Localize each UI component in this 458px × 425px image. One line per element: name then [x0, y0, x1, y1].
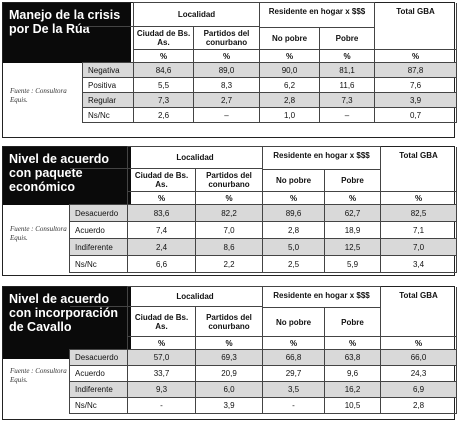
cell-value: 83,6 — [128, 205, 196, 222]
cell-value: 1,0 — [260, 108, 320, 123]
cell-value: 7,3 — [134, 93, 194, 108]
section-title: Nivel de acuerdo con paquete económico — [3, 147, 131, 205]
cell-value: 6,6 — [128, 256, 196, 273]
cell-value: 7,0 — [196, 222, 263, 239]
cell-value: 5,9 — [325, 256, 381, 273]
pct-label: % — [128, 192, 196, 205]
header-ciudad: Ciudad de Bs. As. — [128, 307, 196, 337]
cell-value: 89,6 — [263, 205, 325, 222]
header-no-pobre: No pobre — [260, 28, 320, 50]
row-label: Negativa — [83, 63, 134, 78]
row-label: Desacuerdo — [70, 205, 128, 222]
cell-value: – — [194, 108, 260, 123]
pct-label: % — [381, 192, 457, 205]
header-partidos: Partidos del conurbano — [196, 169, 263, 192]
pct-label: % — [260, 50, 320, 63]
row-label: Desacuerdo — [70, 350, 128, 366]
table-row — [83, 63, 457, 78]
cell-value: 90,0 — [260, 63, 320, 78]
cell-value: 8,6 — [196, 239, 263, 256]
cell-value: 10,5 — [325, 398, 381, 414]
table-row — [70, 256, 457, 273]
cell-value: 18,9 — [325, 222, 381, 239]
cell-value: 82,2 — [196, 205, 263, 222]
source-note: Fuente : Consultora Equis. — [10, 87, 67, 104]
cell-value: 2,8 — [263, 222, 325, 239]
cell-value: 2,8 — [381, 398, 457, 414]
table-paquete-economico — [2, 146, 455, 276]
pct-label: % — [134, 50, 194, 63]
cell-value: 9,6 — [325, 366, 381, 382]
pct-label: % — [320, 50, 375, 63]
cell-value: 7,1 — [381, 222, 457, 239]
cell-value: 2,4 — [128, 239, 196, 256]
cell-value: 20,9 — [196, 366, 263, 382]
cell-value: 5,5 — [134, 78, 194, 93]
cell-value: 3,4 — [381, 256, 457, 273]
header-pobre: Pobre — [320, 28, 375, 50]
cell-value: 29,7 — [263, 366, 325, 382]
header-residente: Residente en hogar x $$$ — [263, 147, 381, 170]
cell-value: 63,8 — [325, 350, 381, 366]
cell-value: 9,3 — [128, 382, 196, 398]
header-pobre: Pobre — [325, 170, 381, 192]
cell-value: 6,2 — [260, 78, 320, 93]
section-title: Manejo de la crisis por De la Rúa — [3, 3, 131, 63]
cell-value: 62,7 — [325, 205, 381, 222]
row-label: Ns/Nc — [70, 256, 128, 273]
cell-value: 7,4 — [128, 222, 196, 239]
cell-value: - — [128, 398, 196, 414]
table-incorporacion-cavallo — [2, 286, 455, 420]
cell-value: 7,3 — [320, 93, 375, 108]
header-ciudad: Ciudad de Bs. As. — [128, 169, 196, 192]
cell-value: 3,5 — [263, 382, 325, 398]
pct-label: % — [263, 337, 325, 350]
table-row — [70, 350, 457, 366]
row-label: Ns/Nc — [83, 108, 134, 123]
cell-value: 66,8 — [263, 350, 325, 366]
cell-value: 84,6 — [134, 63, 194, 78]
cell-value: 87,8 — [375, 63, 457, 78]
cell-value: 57,0 — [128, 350, 196, 366]
header-no-pobre: No pobre — [263, 308, 325, 337]
cell-value: 33,7 — [128, 366, 196, 382]
header-total: Total GBA — [381, 287, 457, 337]
table-row — [70, 205, 457, 222]
pct-label: % — [325, 337, 381, 350]
row-label: Regular — [83, 93, 134, 108]
table-row — [83, 108, 457, 123]
section-title: Nivel de acuerdo con incorporación de Cavallo — [3, 287, 131, 359]
row-label: Indiferente — [70, 239, 128, 256]
pct-label: % — [263, 192, 325, 205]
header-partidos: Partidos del conurbano — [196, 307, 263, 337]
row-label: Acuerdo — [70, 222, 128, 239]
cell-value: 6,0 — [196, 382, 263, 398]
table-row — [70, 239, 457, 256]
cell-value: 6,9 — [381, 382, 457, 398]
cell-value: 2,5 — [263, 256, 325, 273]
table-row — [70, 222, 457, 239]
pct-label: % — [196, 337, 263, 350]
data-table — [69, 286, 457, 414]
cell-value: 8,3 — [194, 78, 260, 93]
pct-label: % — [196, 192, 263, 205]
cell-value: 0,7 — [375, 108, 457, 123]
cell-value: 81,1 — [320, 63, 375, 78]
cell-value: 16,2 — [325, 382, 381, 398]
cell-value: – — [320, 108, 375, 123]
row-label: Ns/Nc — [70, 398, 128, 414]
table-row — [83, 78, 457, 93]
row-label: Positiva — [83, 78, 134, 93]
header-pobre: Pobre — [325, 308, 381, 337]
pct-label: % — [194, 50, 260, 63]
cell-value: 69,3 — [196, 350, 263, 366]
table-row — [70, 382, 457, 398]
cell-value: 3,9 — [196, 398, 263, 414]
pct-label: % — [325, 192, 381, 205]
cell-value: 2,2 — [196, 256, 263, 273]
cell-value: 66,0 — [381, 350, 457, 366]
table-row — [70, 366, 457, 382]
header-localidad: Localidad — [134, 3, 260, 27]
header-total: Total GBA — [375, 3, 457, 50]
header-residente: Residente en hogar x $$$ — [263, 287, 381, 308]
data-table — [82, 2, 457, 123]
cell-value: 12,5 — [325, 239, 381, 256]
table-manejo-crisis — [2, 2, 455, 138]
header-total: Total GBA — [381, 147, 457, 192]
header-ciudad: Ciudad de Bs. As. — [134, 27, 194, 50]
cell-value: 2,7 — [194, 93, 260, 108]
cell-value: 89,0 — [194, 63, 260, 78]
cell-value: 7,0 — [381, 239, 457, 256]
cell-value: 2,8 — [260, 93, 320, 108]
cell-value: 2,6 — [134, 108, 194, 123]
cell-value: 11,6 — [320, 78, 375, 93]
header-no-pobre: No pobre — [263, 170, 325, 192]
header-partidos: Partidos del conurbano — [194, 27, 260, 50]
header-localidad: Localidad — [128, 287, 263, 307]
cell-value: 82,5 — [381, 205, 457, 222]
table-row — [70, 398, 457, 414]
pct-label: % — [128, 337, 196, 350]
pct-label: % — [375, 50, 457, 63]
header-localidad: Localidad — [128, 147, 263, 169]
data-table — [69, 146, 457, 273]
table-row — [83, 93, 457, 108]
source-note: Fuente : Consultora Equis. — [10, 367, 67, 384]
cell-value: 24,3 — [381, 366, 457, 382]
source-note: Fuente : Consultora Equis. — [10, 225, 67, 242]
cell-value: 7,6 — [375, 78, 457, 93]
row-label: Indiferente — [70, 382, 128, 398]
cell-value: 3,9 — [375, 93, 457, 108]
row-label: Acuerdo — [70, 366, 128, 382]
pct-label: % — [381, 337, 457, 350]
cell-value: - — [263, 398, 325, 414]
cell-value: 5,0 — [263, 239, 325, 256]
header-residente: Residente en hogar x $$$ — [260, 3, 375, 28]
